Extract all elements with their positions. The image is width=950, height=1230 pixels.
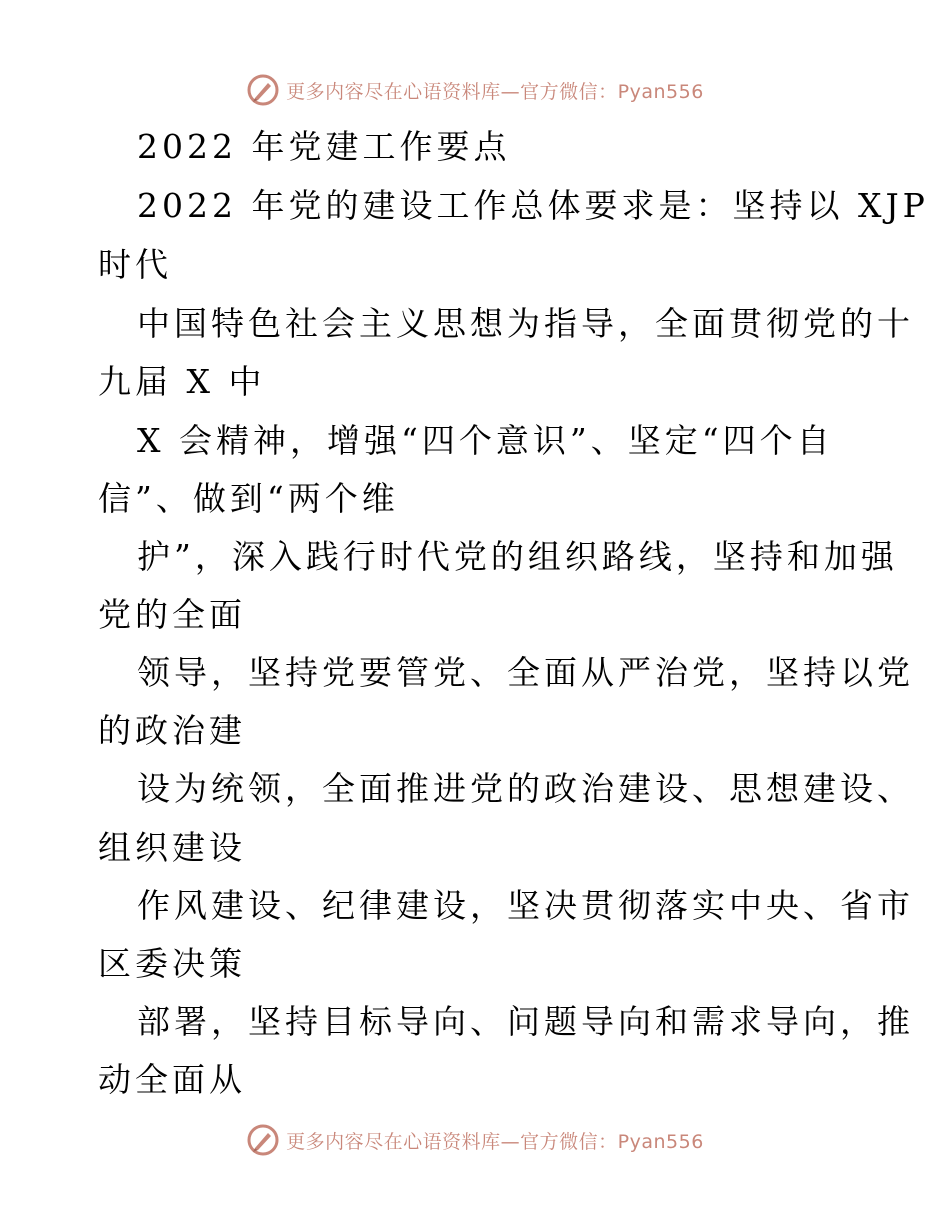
text-line: 动全面从 — [98, 1060, 246, 1099]
text-line: 时代 — [98, 245, 172, 284]
text-line: 信”、做到“两个维 — [98, 479, 399, 518]
text-line: 护”，深入践行时代党的组织路线，坚持和加强 — [137, 537, 898, 576]
text-line: 组织建设 — [98, 828, 246, 867]
text-line: 设为统领，全面推进党的政治建设、思想建设、 — [137, 769, 914, 808]
text-line: 党的全面 — [98, 595, 246, 634]
header-watermark — [0, 70, 950, 110]
text-line: 九届 X 中 — [98, 362, 266, 401]
text-line: 的政治建 — [98, 711, 246, 750]
text-line: 领导，坚持党要管党、全面从严治党，坚持以党 — [137, 653, 914, 692]
pen-logo-icon — [246, 1123, 280, 1157]
watermark-text: 更多内容尽在心语资料库—官方微信：Pyan556 — [286, 80, 704, 103]
pen-logo-icon — [246, 73, 280, 107]
text-line: 中国特色社会主义思想为指导，全面贯彻党的十 — [137, 304, 914, 343]
text-line: 作风建设、纪律建设，坚决贯彻落实中央、省市 — [137, 886, 914, 925]
text-line: 2022 年党的建设工作总体要求是：坚持以 XJP — [137, 186, 929, 225]
document-title: 2022 年党建工作要点 — [137, 127, 511, 166]
text-line: X 会精神，增强“四个意识”、坚定“四个自 — [137, 421, 834, 460]
text-line: 部署，坚持目标导向、问题导向和需求导向，推 — [137, 1002, 914, 1041]
footer-watermark — [0, 1120, 950, 1160]
watermark-text: 更多内容尽在心语资料库—官方微信：Pyan556 — [286, 1130, 704, 1153]
text-line: 区委决策 — [98, 944, 246, 983]
